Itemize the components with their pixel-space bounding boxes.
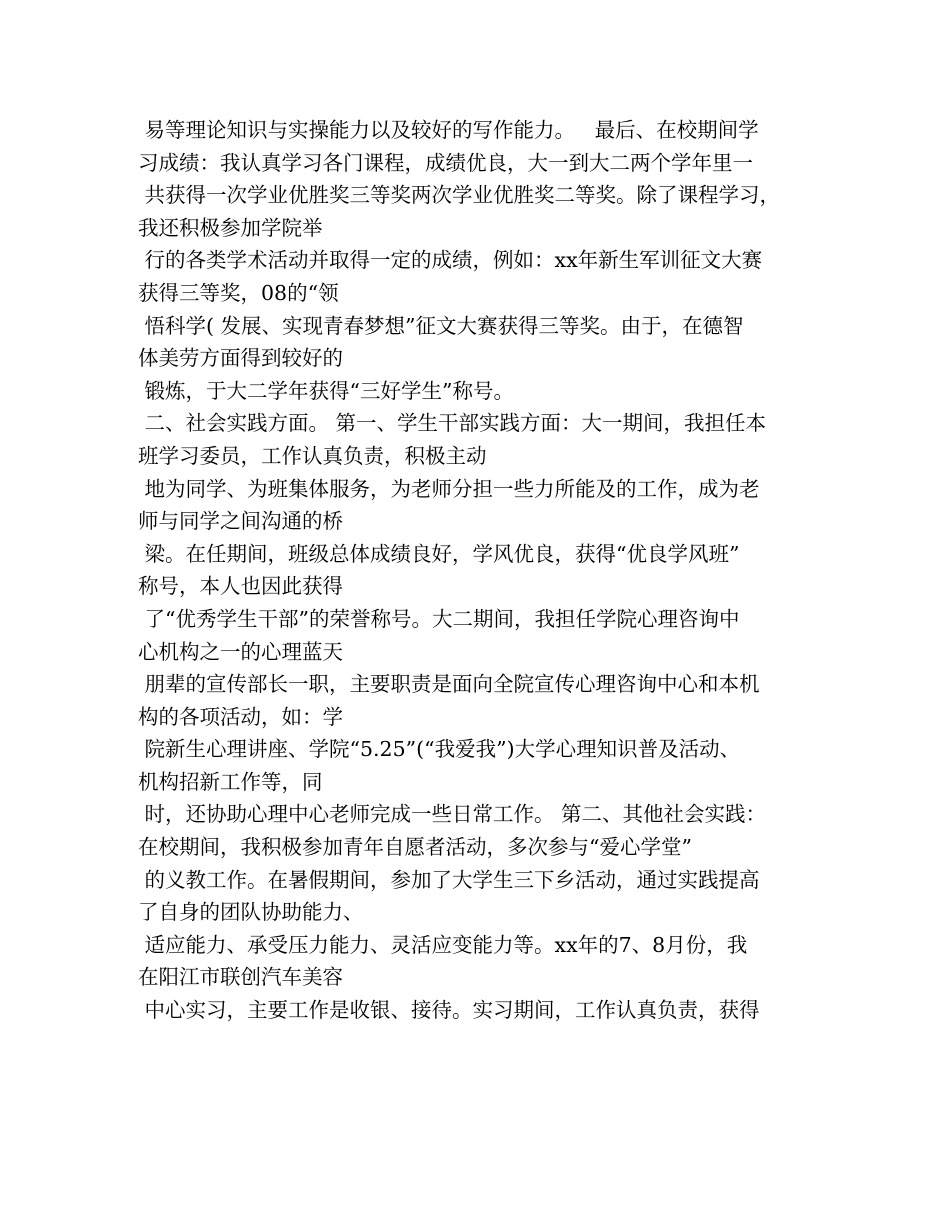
text-line: 地为同学、为班集体服务，为老师分担一些力所能及的工作，成为老 [138,476,760,501]
text-line: 院新生心理讲座、学院“5.25”(“我爱我”)大学心理知识普及活动、 [138,737,741,762]
text-line: 我还积极参加学院举 [138,215,323,240]
text-line: 获得三等奖，08的“领 [138,280,339,305]
text-line: 了“优秀学生干部”的荣誉称号。大二期间，我担任学院心理咨询中 [138,606,740,631]
text-line: 习成绩：我认真学习各门课程，成绩优良，大一到大二两个学年里一 [138,150,753,175]
text-line: 心机构之一的心理蓝天 [138,639,343,664]
text-line: 构的各项活动，如：学 [138,704,343,729]
text-line: 时，还协助心理中心老师完成一些日常工作。 第二、其他社会实践： [138,802,767,827]
text-line: 中心实习，主要工作是收银、接待。实习期间，工作认真负责，获得 [138,998,760,1023]
text-line: 梁。在任期间，班级总体成绩良好，学风优良，获得“优良学风班” [138,541,740,566]
text-line: 在校期间，我积极参加青年自愿者活动，多次参与“爱心学堂” [138,835,692,860]
text-line: 称号，本人也因此获得 [138,574,343,599]
text-line: 共获得一次学业优胜奖三等奖两次学业优胜奖二等奖。除了课程学习， [138,183,781,208]
text-line: 的义教工作。在暑假期间，参加了大学生三下乡活动，通过实践提高 [138,867,760,892]
text-line: 朋辈的宣传部长一职，主要职责是面向全院宣传心理咨询中心和本机 [138,672,760,697]
text-line: 易等理论知识与实操能力以及较好的写作能力。 最后、在校期间学 [138,118,759,142]
text-line: 在阳江市联创汽车美容 [138,965,343,990]
text-line: 机构招新工作等，同 [138,769,323,794]
text-line: 班学习委员，工作认真负责，积极主动 [138,443,487,468]
text-line: 锻炼，于大二学年获得“三好学生”称号。 [138,378,514,403]
text-line: 悟科学( 发展、实现青春梦想”征文大赛获得三等奖。由于，在德智 [138,313,744,338]
text-line: 体美劳方面得到较好的 [138,346,343,371]
document-body [138,114,828,1027]
text-line: 了自身的团队协助能力、 [138,900,364,925]
text-line: 师与同学之间沟通的桥 [138,509,343,534]
text-line: 二、社会实践方面。 第一、学生干部实践方面：大一期间，我担任本 [138,411,767,436]
text-line: 行的各类学术活动并取得一定的成绩，例如：xx年新生军训征文大赛 [138,248,763,273]
text-line: 适应能力、承受压力能力、灵活应变能力等。xx年的7、8月份，我 [138,932,748,957]
